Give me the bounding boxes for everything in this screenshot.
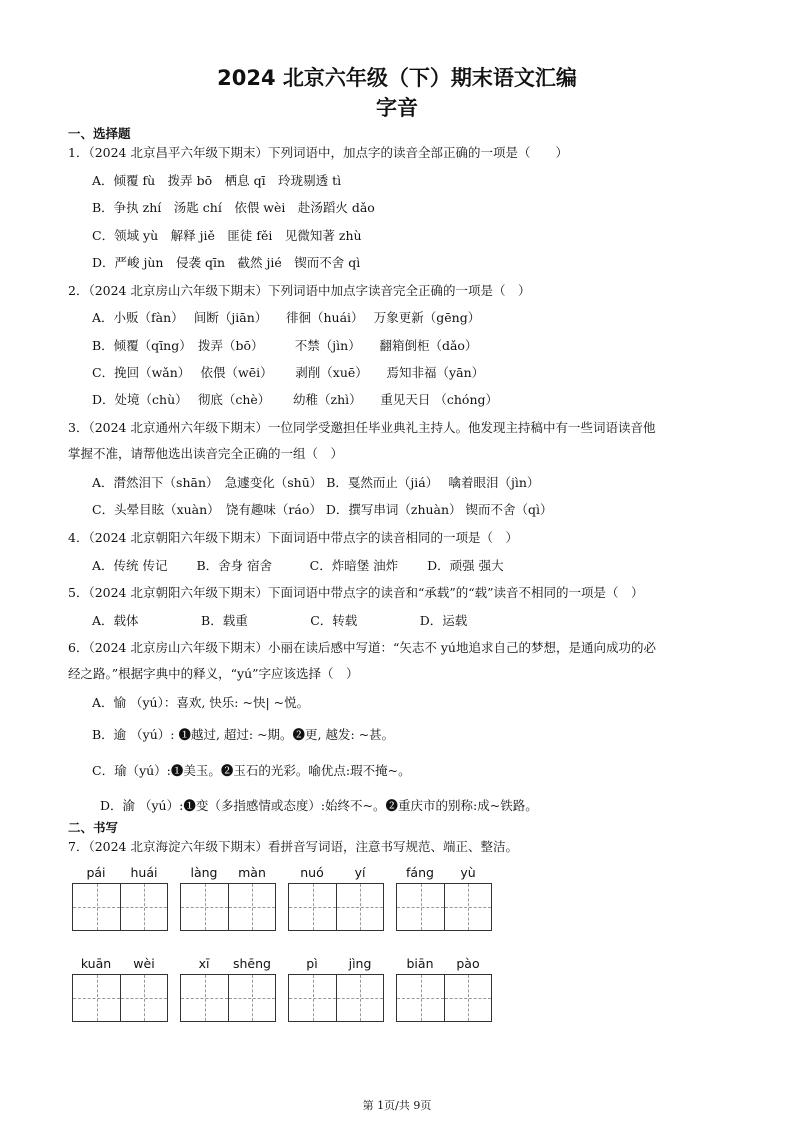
question-1-option-b: B．争执 zhí 汤匙 chí 依偎 wèi 赴汤蹈火 dǎo	[92, 200, 375, 215]
writing-cell[interactable]	[396, 974, 444, 1022]
pinyin-label: wèi	[133, 956, 155, 971]
writing-grid[interactable]	[288, 974, 384, 1022]
question-3-stem-line2: 掌握不准，请帮他选出读音完全正确的一组（ ）	[68, 446, 344, 461]
writing-cell[interactable]	[288, 974, 336, 1022]
pinyin-label: xī	[198, 956, 210, 971]
question-6-stem-line1: 6．（2024 北京房山六年级下期末）小丽在读后感中写道：“矢志不 yú地追求自己的梦想，是通向成功的必	[68, 640, 656, 655]
pinyin-label: shēng	[233, 956, 271, 971]
question-3-options-ab: A．潸然泪下（shān） 急遽变化（shū） B．戛然而止（jiá） 噙着眼泪（jìn）	[92, 475, 540, 490]
pinyin-label: pái	[86, 865, 106, 880]
writing-cell[interactable]	[396, 883, 444, 931]
writing-cell[interactable]	[444, 883, 492, 931]
question-1-stem: 1．（2024 北京昌平六年级下期末）下列词语中，加点字的读音全部正确的一项是（ ）	[68, 145, 568, 160]
pinyin-label: fáng	[406, 865, 434, 880]
pinyin-label: pì	[306, 956, 318, 971]
writing-grid[interactable]	[396, 974, 492, 1022]
writing-cell[interactable]	[72, 883, 120, 931]
question-6-option-b: B．逾 （yú）: ❶越过, 超过: ~期。❷更, 越发: ~甚。	[92, 727, 395, 742]
question-1-option-a: A．倾覆 fù 拨弄 bō 栖息 qī 玲珑剔透 tì	[92, 173, 342, 188]
document-subtitle: 字音	[376, 96, 418, 120]
writing-grid[interactable]	[180, 883, 276, 931]
question-1-option-d: D．严峻 jùn 侵袭 qīn 截然 jié 锲而不舍 qì	[92, 255, 361, 270]
question-6-option-d: D．渝 （yú）:❶变（多指感情或态度）:始终不~。❷重庆市的别称:成~铁路。	[100, 798, 538, 813]
writing-cell[interactable]	[228, 974, 276, 1022]
page-footer: 第 1页/共 9页	[362, 1099, 432, 1112]
pinyin-label: yù	[460, 865, 476, 880]
writing-cell[interactable]	[288, 883, 336, 931]
question-3-stem-line1: 3．（2024 北京通州六年级下期末）一位同学受邀担任毕业典礼主持人。他发现主持稿中有一些词语读音他	[68, 420, 656, 435]
question-5-options: A．载体 B．载重 C．转载 D．运载	[92, 613, 468, 628]
writing-grid[interactable]	[72, 883, 168, 931]
section-heading-choice: 一、选择题	[68, 126, 131, 141]
writing-grid[interactable]	[288, 883, 384, 931]
question-5-stem: 5．（2024 北京朝阳六年级下期末）下面词语中带点字的读音和“承载”的“载”读音不相同的一项是（ ）	[68, 585, 644, 600]
pinyin-label: jìng	[348, 956, 372, 971]
question-6-stem-line2: 经之路。”根据字典中的释义，“yú”字应该选择（ ）	[68, 666, 359, 681]
question-2-option-d: D．处境（chù） 彻底（chè） 幼稚（zhì） 重见天日 （chóng）	[92, 392, 499, 407]
writing-cell[interactable]	[120, 883, 168, 931]
pinyin-label: làng	[190, 865, 218, 880]
section-heading-writing: 二、书写	[68, 820, 119, 835]
pinyin-label: kuān	[80, 956, 112, 971]
writing-cell[interactable]	[444, 974, 492, 1022]
writing-grid[interactable]	[396, 883, 492, 931]
question-6-option-a: A．愉 （yú）：喜欢, 快乐: ~快| ~悦。	[92, 695, 310, 710]
question-4-stem: 4．（2024 北京朝阳六年级下期末）下面词语中带点字的读音相同的一项是（ ）	[68, 530, 518, 545]
writing-cell[interactable]	[120, 974, 168, 1022]
writing-cell[interactable]	[180, 883, 228, 931]
question-2-option-a: A．小贩（fàn） 间断（jiān） 徘徊（huái） 万象更新（gēng）	[92, 310, 481, 325]
pinyin-label: nuó	[300, 865, 324, 880]
writing-cell[interactable]	[228, 883, 276, 931]
question-2-option-c: C．挽回（wǎn） 依偎（wēi） 剥削（xuē） 焉知非福（yān）	[92, 365, 485, 380]
writing-grid[interactable]	[72, 974, 168, 1022]
pinyin-label: màn	[238, 865, 266, 880]
question-2-option-b: B．倾覆（qīng） 拨弄（bō） 不禁（jìn） 翻箱倒柜（dǎo）	[92, 338, 478, 353]
question-1-option-c: C．领域 yù 解释 jiě 匪徒 fěi 见微知著 zhù	[92, 228, 362, 243]
question-4-options: A．传统 传记 B．舍身 宿舍 C．炸暗堡 油炸 D．顽强 强大	[92, 558, 504, 573]
writing-grid[interactable]	[180, 974, 276, 1022]
document-title: 2024 北京六年级（下）期末语文汇编	[217, 66, 577, 90]
question-2-stem: 2．（2024 北京房山六年级下期末）下列词语中加点字读音完全正确的一项是（ ）	[68, 283, 531, 298]
writing-cell[interactable]	[336, 974, 384, 1022]
writing-cell[interactable]	[72, 974, 120, 1022]
pinyin-label: biān	[406, 956, 434, 971]
pinyin-label: pào	[456, 956, 480, 971]
writing-cell[interactable]	[336, 883, 384, 931]
pinyin-label: yí	[354, 865, 366, 880]
question-7-stem: 7．（2024 北京海淀六年级下期末）看拼音写词语，注意书写规范、端正、整洁。	[68, 839, 518, 854]
pinyin-label: huái	[130, 865, 158, 880]
question-6-option-c: C．瑜（yú）:❶美玉。❷玉石的光彩。喻优点:瑕不掩~。	[92, 763, 411, 778]
question-3-options-cd: C．头晕目眩（xuàn） 饶有趣味（ráo） D．撰写串词（zhuàn） 锲而不舍（qì）	[92, 502, 553, 517]
writing-cell[interactable]	[180, 974, 228, 1022]
